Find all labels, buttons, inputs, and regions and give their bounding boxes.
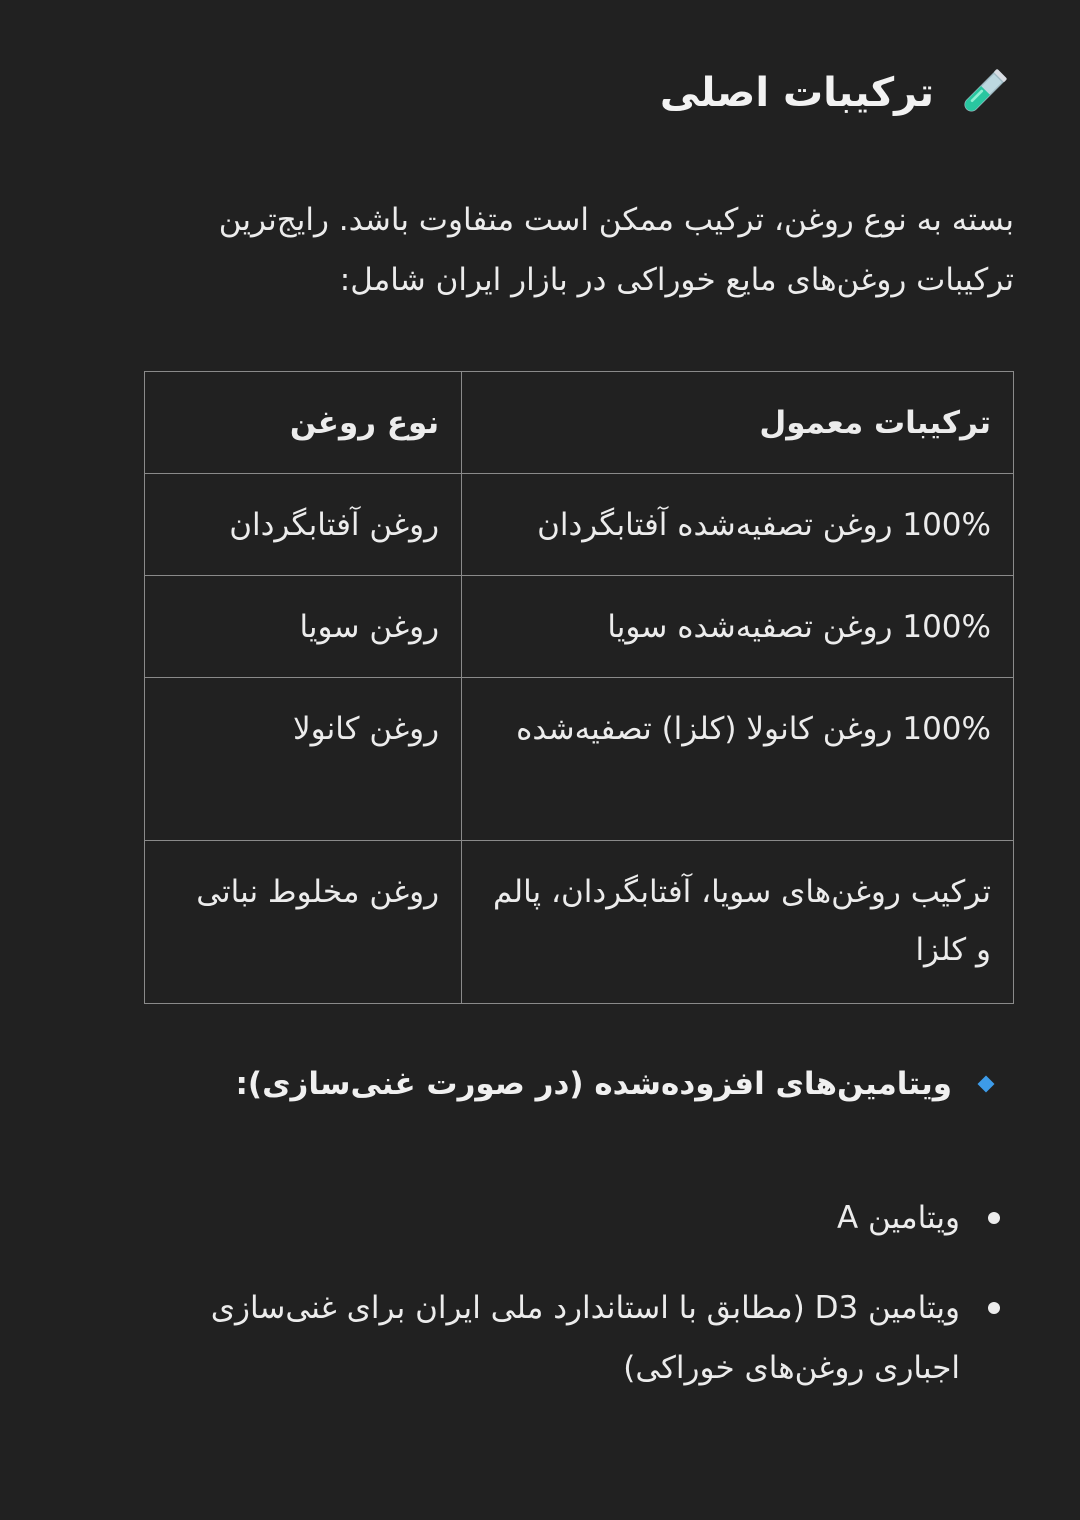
list-item-text: ویتامین A [836,1200,960,1236]
oil-type-cell: روغن آفتابگردان [145,474,462,576]
oil-type-cell: روغن مخلوط نباتی [145,841,462,1004]
composition-cell: 100% روغن تصفیه‌شده آفتابگردان [462,474,1014,576]
vitamins-list [140,1188,1000,1398]
section-heading [660,58,1012,128]
vitamins-title: ویتامین‌های افزوده‌شده (در صورت غنی‌سازی): [235,1066,952,1102]
list-item [140,1188,1000,1248]
header-composition: ترکیبات معمول [462,372,1014,474]
table-header-row [145,372,1014,474]
list-item [140,1278,1000,1398]
oil-composition-table [144,371,1014,1004]
composition-cell: 100% روغن کانولا (کلزا) تصفیه‌شده [462,678,1014,841]
table-row [145,841,1014,1004]
table-row [145,576,1014,678]
section-title: ترکیبات اصلی [659,70,934,116]
test-tube-icon [954,64,1012,122]
bullet-icon [988,1212,1000,1224]
composition-cell: ترکیب روغن‌های سویا، آفتابگردان، پالم و کلزا [462,841,1014,1004]
intro-paragraph: بسته به نوع روغن، ترکیب ممکن است متفاوت باشد. رایج‌ترین ترکیبات روغن‌های مایع خوراکی در بازار ایران شامل: [218,202,1014,298]
composition-cell: 100% روغن تصفیه‌شده سویا [462,576,1014,678]
bullet-icon [988,1302,1000,1314]
header-oil-type: نوع روغن [145,372,462,474]
table-row [145,678,1014,841]
oil-type-cell: روغن سویا [145,576,462,678]
blue-diamond-icon [978,1076,995,1093]
list-item-text: ویتامین D3 (مطابق با استاندارد ملی ایران برای غنی‌سازی اجباری روغن‌های خوراکی) [210,1290,960,1386]
oil-type-cell: روغن کانولا [145,678,462,841]
vitamins-heading [236,1066,1001,1102]
table-row [145,474,1014,576]
